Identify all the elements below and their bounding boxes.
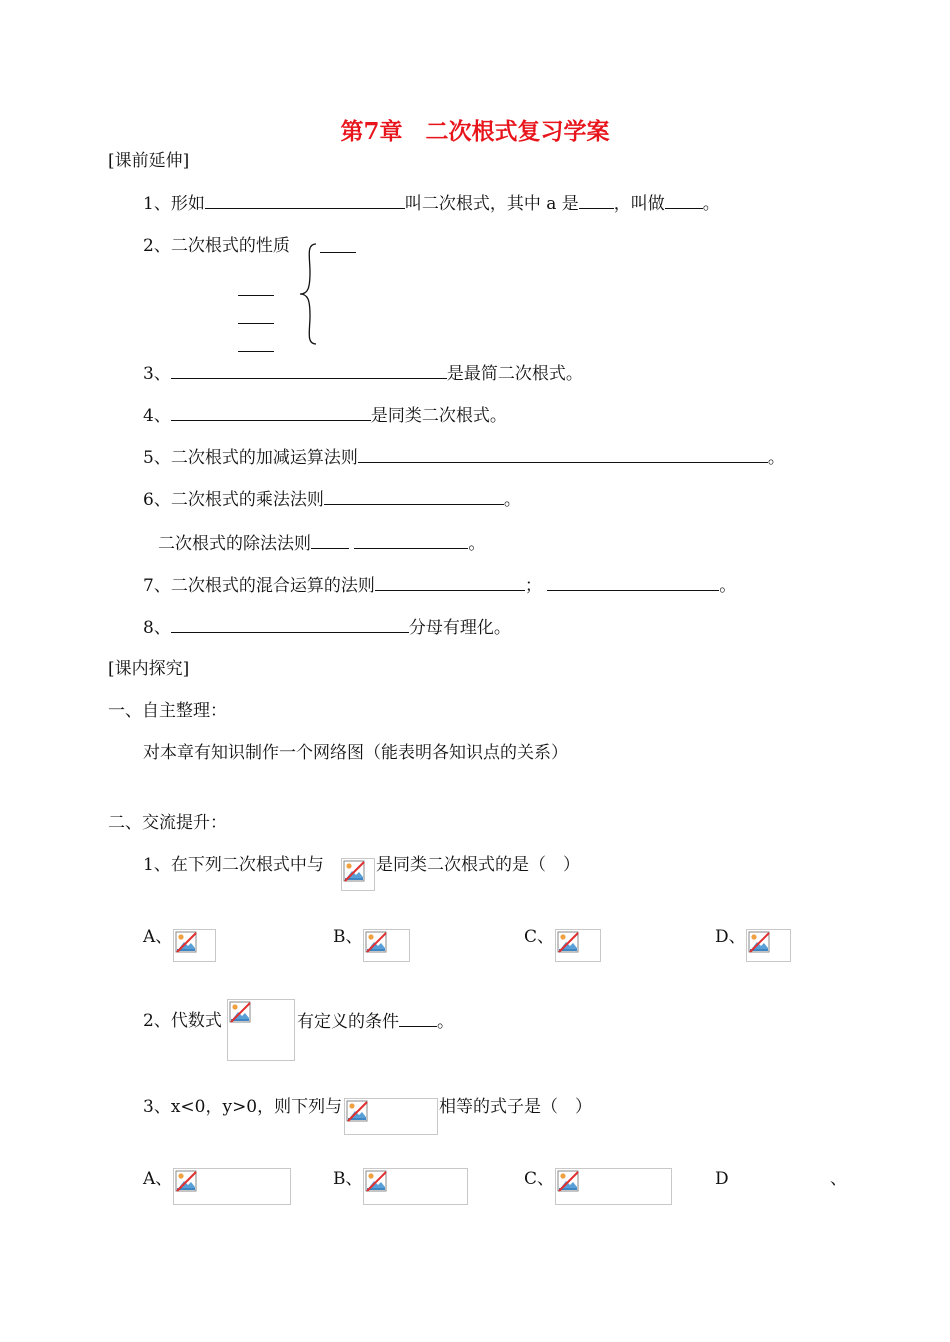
option-c-label: C、: [524, 927, 555, 947]
option-b-label: B、: [333, 927, 363, 947]
question-4: 4、 是同类二次根式。: [143, 406, 507, 426]
curly-brace-icon: [296, 242, 320, 346]
broken-image-icon: [173, 1168, 291, 1205]
blank: [238, 351, 274, 352]
page-title: 第7章 二次根式复习学案: [340, 118, 610, 145]
exercise-1-a: 1、在下列二次根式中与: [143, 855, 324, 875]
exercise-3-a: 3、x<0，y>0，则下列与: [143, 1097, 343, 1117]
option-c-label: C、: [524, 1169, 555, 1189]
image-placeholder-icon: [365, 931, 387, 953]
blank: [311, 532, 349, 549]
question-3: 3、 是最简二次根式。: [143, 364, 583, 384]
image-placeholder-icon: [343, 860, 365, 882]
part-2-label: 二、交流提升：: [108, 813, 227, 833]
option-d-label: D、: [715, 927, 746, 947]
broken-image-icon: [227, 999, 295, 1061]
image-placeholder-icon: [346, 1100, 368, 1122]
blank: [171, 616, 409, 633]
exercise-2-b: 有定义的条件 。: [297, 1012, 454, 1032]
exercise-3-b: 相等的式子是（ ）: [439, 1097, 592, 1117]
option-b-label: B、: [333, 1169, 363, 1189]
part-1-text: 对本章有知识制作一个网络图（能表明各知识点的关系）: [143, 743, 568, 763]
exercise-1-b: 是同类二次根式的是（ ）: [376, 855, 580, 875]
option-a-label: A、: [143, 1169, 173, 1189]
question-6: 6、二次根式的乘法法则 。: [143, 490, 521, 510]
image-placeholder-icon: [557, 1170, 579, 1192]
blank: [205, 192, 405, 209]
blank: [399, 1010, 437, 1027]
blank: [665, 192, 703, 209]
blank: [171, 404, 371, 421]
image-placeholder-icon: [557, 931, 579, 953]
section-label-in-class: [课内探究]: [108, 659, 190, 679]
blank: [547, 574, 719, 591]
question-1: 1、形如 叫二次根式，其中 a 是 ，叫做 。: [143, 194, 720, 214]
question-2: 2、二次根式的性质: [143, 236, 290, 256]
blank: [354, 532, 468, 549]
blank: [375, 574, 525, 591]
broken-image-icon: [173, 929, 216, 962]
blank: [320, 252, 356, 253]
exercise-2-a: 2、代数式: [143, 1011, 222, 1031]
question-6-division: 二次根式的除法法则 。: [158, 534, 486, 554]
broken-image-icon: [363, 929, 410, 962]
section-label-pre-class: [课前延伸]: [108, 151, 190, 171]
broken-image-icon: [344, 1098, 438, 1135]
question-8: 8、 分母有理化。: [143, 618, 511, 638]
blank: [238, 295, 274, 296]
blank: [358, 446, 768, 463]
part-1-label: 一、自主整理：: [108, 701, 227, 721]
blank: [579, 192, 614, 209]
question-7: 7、二次根式的混合运算的法则 ； 。: [143, 576, 737, 596]
image-placeholder-icon: [365, 1170, 387, 1192]
broken-image-icon: [555, 929, 601, 962]
option-d-label: D: [715, 1169, 729, 1189]
broken-image-icon: [341, 858, 375, 891]
broken-image-icon: [746, 929, 791, 962]
blank: [324, 488, 504, 505]
image-placeholder-icon: [175, 931, 197, 953]
option-a-label: A、: [143, 927, 173, 947]
blank: [171, 362, 447, 379]
blank: [238, 323, 274, 324]
broken-image-icon: [555, 1168, 672, 1205]
broken-image-icon: [363, 1168, 468, 1205]
question-5: 5、二次根式的加减运算法则 。: [143, 448, 785, 468]
image-placeholder-icon: [175, 1170, 197, 1192]
image-placeholder-icon: [748, 931, 770, 953]
image-placeholder-icon: [229, 1001, 251, 1023]
option-d-separator: 、: [830, 1169, 847, 1189]
